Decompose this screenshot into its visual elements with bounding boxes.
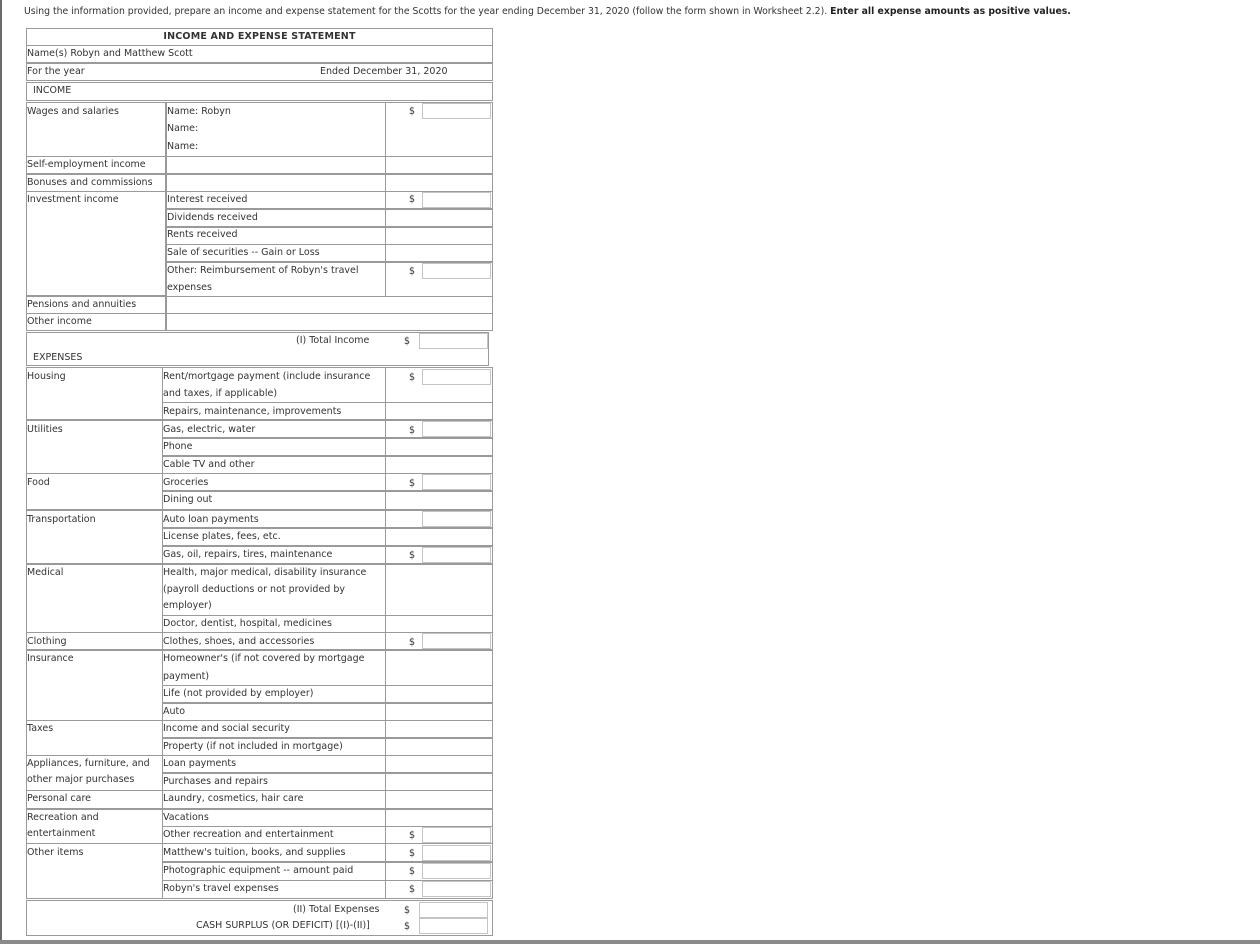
food-label: Food [27, 477, 50, 488]
rents-amt-cell [385, 227, 493, 245]
other-rec-label: Other recreation and entertainment [163, 829, 334, 840]
wages-label: Wages and salaries [27, 106, 119, 117]
wage-robyn-input[interactable] [422, 103, 491, 119]
currency-rent: $ [409, 372, 416, 383]
gas-input[interactable] [422, 421, 491, 437]
laundry-amt-cell [385, 790, 493, 809]
recreation-label-2: entertainment [27, 828, 96, 839]
name2-label: Name: [167, 123, 199, 134]
other-income-label: Other income [27, 316, 92, 327]
appliances-label-2: other major purchases [27, 774, 135, 785]
income-ss-amt-cell [385, 720, 493, 738]
self-employment-label: Self-employment income [27, 159, 146, 170]
groceries-input[interactable] [422, 474, 491, 490]
income-header: INCOME [33, 85, 72, 96]
homeowner-amt-cell [385, 650, 493, 686]
currency-surplus: $ [404, 921, 411, 932]
for-the-year-label: For the year [27, 66, 85, 77]
transportation-label: Transportation [27, 514, 96, 525]
self-emp-desc-cell [166, 156, 386, 174]
cable-label: Cable TV and other [163, 459, 255, 470]
appliances-label-1: Appliances, furniture, and [27, 758, 150, 769]
auto-ins-desc-cell [162, 703, 386, 721]
clothes-label: Clothes, shoes, and accessories [163, 636, 315, 647]
cable-amt-cell [385, 456, 493, 474]
bonus-desc-cell [166, 174, 386, 192]
other-reimb-label-1: Other: Reimbursement of Robyn's travel [167, 265, 359, 276]
pensions-label: Pensions and annuities [27, 299, 137, 310]
total-income-label: (I) Total Income [296, 335, 370, 346]
repairs-amt-cell [385, 402, 493, 420]
property-label: Property (if not included in mortgage) [163, 741, 343, 752]
phone-desc-cell [162, 438, 386, 456]
photo-input[interactable] [422, 863, 491, 879]
rents-label: Rents received [167, 229, 238, 240]
vacations-amt-cell [385, 809, 493, 827]
name-robyn-label: Name: Robyn [167, 106, 231, 117]
life-label: Life (not provided by employer) [163, 688, 314, 699]
auto-loan-label: Auto loan payments [163, 514, 259, 525]
license-amt-cell [385, 528, 493, 546]
homeowner-label-1: Homeowner's (if not covered by mortgage [163, 653, 365, 664]
bonus-amt-cell [385, 174, 493, 192]
rent-label-1: Rent/mortgage payment (include insurance [163, 371, 371, 382]
purchases-amt-cell [385, 773, 493, 791]
pensions-rest-cell [166, 296, 493, 314]
personal-label: Personal care [27, 793, 91, 804]
income-ss-label: Income and social security [163, 723, 290, 734]
doctor-amt-cell [385, 615, 493, 633]
currency-total-income: $ [404, 336, 411, 347]
loan-label: Loan payments [163, 758, 237, 769]
dividends-amt-cell [385, 209, 493, 227]
tuition-input[interactable] [422, 845, 491, 861]
surplus-label: CASH SURPLUS (OR DEFICIT) [(I)-(II)] [196, 920, 370, 931]
health-label-3: employer) [163, 600, 212, 611]
instructions-bold: Enter all expense amounts as positive values. [830, 6, 1071, 17]
insurance-label: Insurance [27, 653, 74, 664]
groceries-label: Groceries [163, 477, 209, 488]
currency-travel: $ [409, 884, 416, 895]
currency-groceries: $ [409, 478, 416, 489]
clothing-label: Clothing [27, 636, 67, 647]
loan-amt-cell [385, 755, 493, 773]
surplus-input[interactable] [419, 918, 488, 934]
currency-gas-oil: $ [409, 550, 416, 561]
form-title: INCOME AND EXPENSE STATEMENT [163, 31, 356, 42]
tuition-label: Matthew's tuition, books, and supplies [163, 847, 346, 858]
other-reimb-input[interactable] [422, 263, 491, 279]
auto-label: Auto [163, 706, 186, 717]
phone-amt-cell [385, 438, 493, 456]
interest-label: Interest received [167, 194, 248, 205]
income-header-row [26, 82, 493, 101]
dividends-label: Dividends received [167, 212, 258, 223]
ended-label: Ended December 31, 2020 [320, 66, 448, 77]
phone-label: Phone [163, 441, 193, 452]
laundry-label: Laundry, cosmetics, hair care [163, 793, 304, 804]
dining-amt-cell [385, 491, 493, 510]
currency-total-expenses: $ [404, 905, 411, 916]
gas-oil-label: Gas, oil, repairs, tires, maintenance [163, 549, 333, 560]
auto-loan-input[interactable] [422, 511, 491, 527]
gas-oil-input[interactable] [422, 547, 491, 563]
vacations-label: Vacations [163, 812, 209, 823]
clothes-input[interactable] [422, 633, 491, 649]
other-income-rest-cell [166, 313, 493, 331]
total-income-input[interactable] [419, 333, 488, 349]
interest-input[interactable] [422, 192, 491, 208]
name3-label: Name: [167, 141, 199, 152]
photo-label: Photographic equipment -- amount paid [163, 865, 354, 876]
other-rec-input[interactable] [422, 827, 491, 843]
currency-photo: $ [409, 866, 416, 877]
other-reimb-label-2: expenses [167, 282, 212, 293]
utilities-label: Utilities [27, 424, 63, 435]
expenses-header: EXPENSES [33, 352, 83, 363]
travel-label: Robyn's travel expenses [163, 883, 279, 894]
other-items-label: Other items [27, 847, 84, 858]
medical-label: Medical [27, 567, 64, 578]
sale-amt-cell [385, 244, 493, 262]
currency-reimb: $ [409, 266, 416, 277]
investment-label: Investment income [27, 194, 119, 205]
self-emp-amt-cell [385, 156, 493, 174]
investment-cat-cell [26, 191, 166, 296]
instructions-text: Using the information provided, prepare an income and expense statement for the Scotts for the year ending December 31, 2020 (follow the form shown in Worksheet 2.2). [24, 6, 831, 17]
license-label: License plates, fees, etc. [163, 531, 281, 542]
bonuses-label: Bonuses and commissions [27, 177, 153, 188]
housing-label: Housing [27, 371, 66, 382]
doctor-label: Doctor, dentist, hospital, medicines [163, 618, 332, 629]
auto-ins-amt-cell [385, 703, 493, 721]
dining-label: Dining out [163, 494, 213, 505]
currency-clothes: $ [409, 637, 416, 648]
travel-input[interactable] [422, 881, 491, 897]
total-expenses-input[interactable] [419, 902, 488, 918]
currency-tuition: $ [409, 848, 416, 859]
rent-label-2: and taxes, if applicable) [163, 388, 278, 399]
taxes-label: Taxes [27, 723, 54, 734]
gas-label: Gas, electric, water [163, 424, 256, 435]
purchases-label: Purchases and repairs [163, 776, 268, 787]
currency-other-rec: $ [409, 830, 416, 841]
homeowner-label-2: payment) [163, 671, 210, 682]
currency-wage: $ [409, 106, 416, 117]
window-bottom-edge [0, 940, 1260, 944]
rent-input[interactable] [422, 369, 491, 385]
currency-gas: $ [409, 425, 416, 436]
recreation-label-1: Recreation and [27, 812, 99, 823]
total-expenses-label: (II) Total Expenses [293, 904, 380, 915]
instructions [24, 6, 1071, 17]
repairs-label: Repairs, maintenance, improvements [163, 406, 342, 417]
names-label: Name(s) Robyn and Matthew Scott [27, 48, 193, 59]
sale-label: Sale of securities -- Gain or Loss [167, 247, 320, 258]
life-amt-cell [385, 685, 493, 703]
health-label-2: (payroll deductions or not provided by [163, 584, 345, 595]
property-amt-cell [385, 738, 493, 756]
window-edge [0, 0, 2, 944]
health-label-1: Health, major medical, disability insurance [163, 567, 367, 578]
currency-interest: $ [409, 194, 416, 205]
health-amt-cell [385, 564, 493, 616]
